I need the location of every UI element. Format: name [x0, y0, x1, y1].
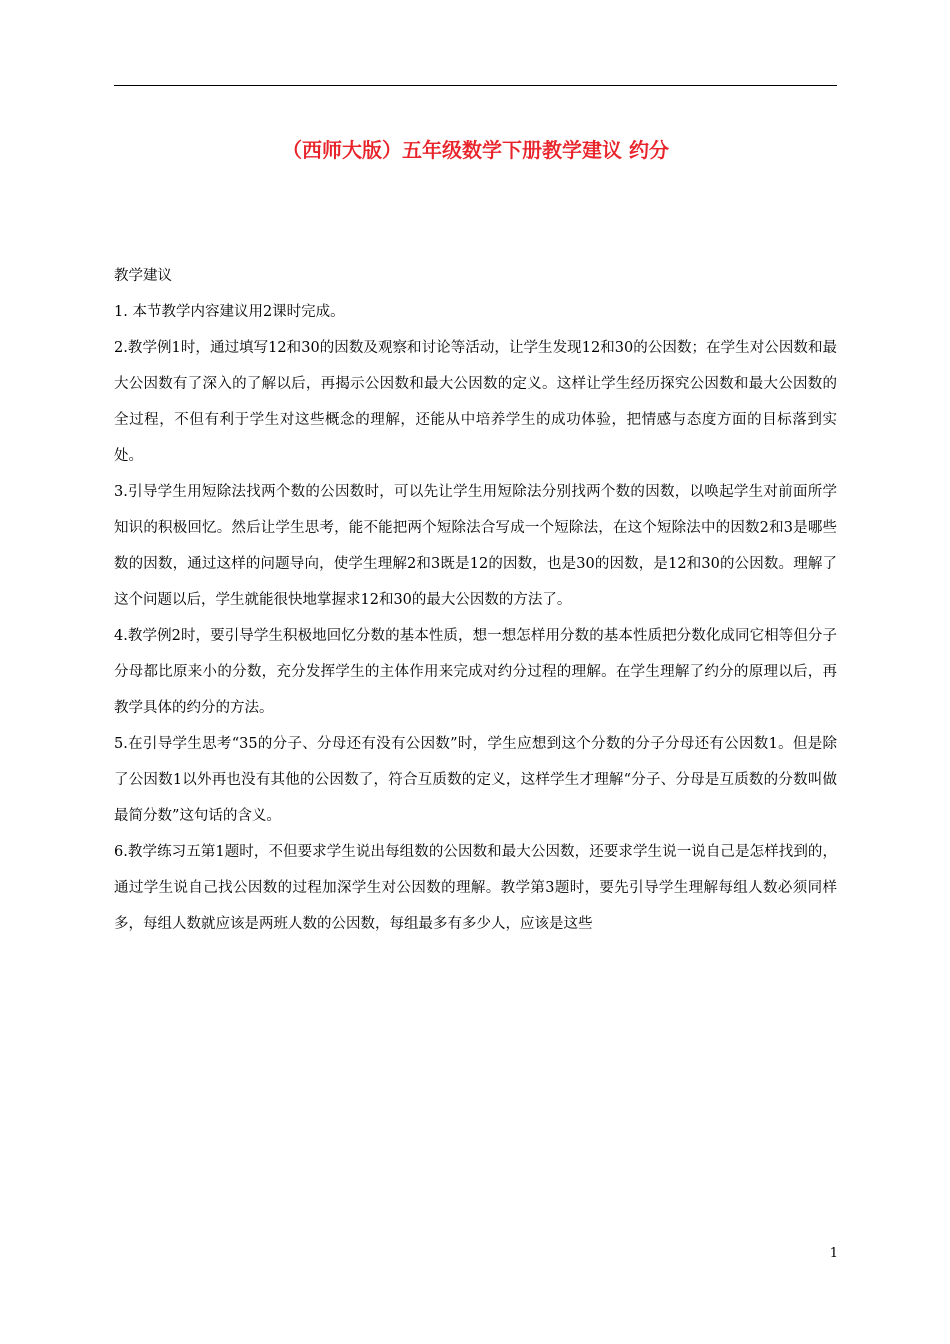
paragraph-1: 1. 本节教学内容建议用2课时完成。 — [114, 304, 345, 320]
paragraph-4: 4.教学例2时，要引导学生积极地回忆分数的基本性质，想一想怎样用分数的基本性质把分数化成同它相等但分子分母都比原来小的分数，充分发挥学生的主体作用来完成对约分过程的理解。在学生理解了约分的原理以后，再教学具体的约分的方法。 — [114, 628, 837, 716]
document-body — [114, 258, 837, 942]
paragraph-6: 6.教学练习五第1题时，不但要求学生说出每组数的公因数和最大公因数，还要求学生说一说自己是怎样找到的，通过学生说自己找公因数的过程加深学生对公因数的理解。教学第3题时，要先引导学生理解每组人数必须同样多，每组人数就应该是两班人数的公因数，每组最多有多少人，应该是这些 — [114, 844, 837, 932]
page-number: 1 — [829, 1246, 838, 1261]
paragraph-5: 5.在引导学生思考“35的分子、分母还有没有公因数”时，学生应想到这个分数的分子分母还有公因数1。但是除了公因数1以外再也没有其他的公因数了，符合互质数的定义，这样学生才理解“分子、分母是互质数的分数叫做最简分数”这句话的含义。 — [114, 736, 837, 824]
paragraph-2: 2.教学例1时，通过填写12和30的因数及观察和讨论等活动，让学生发现12和30的公因数；在学生对公因数和最大公因数有了深入的了解以后，再揭示公因数和最大公因数的定义。这样让学生经历探究公因数和最大公因数的全过程，不但有利于学生对这些概念的理解，还能从中培养学生的成功体验，把情感与态度方面的目标落到实处。 — [114, 340, 837, 464]
paragraph-3: 3.引导学生用短除法找两个数的公因数时，可以先让学生用短除法分别找两个数的因数，以唤起学生对前面所学知识的积极回忆。然后让学生思考，能不能把两个短除法合写成一个短除法，在这个短除法中的因数2和3是哪些数的因数，通过这样的问题导向，使学生理解2和3既是12的因数，也是30的因数，是12和30的公因数。理解了这个问题以后，学生就能很快地掌握求12和30的最大公因数的方法了。 — [114, 484, 837, 608]
document-title: （西师大版）五年级数学下册教学建议 约分 — [282, 138, 669, 163]
header-rule — [114, 85, 837, 86]
section-heading: 教学建议 — [114, 268, 172, 284]
